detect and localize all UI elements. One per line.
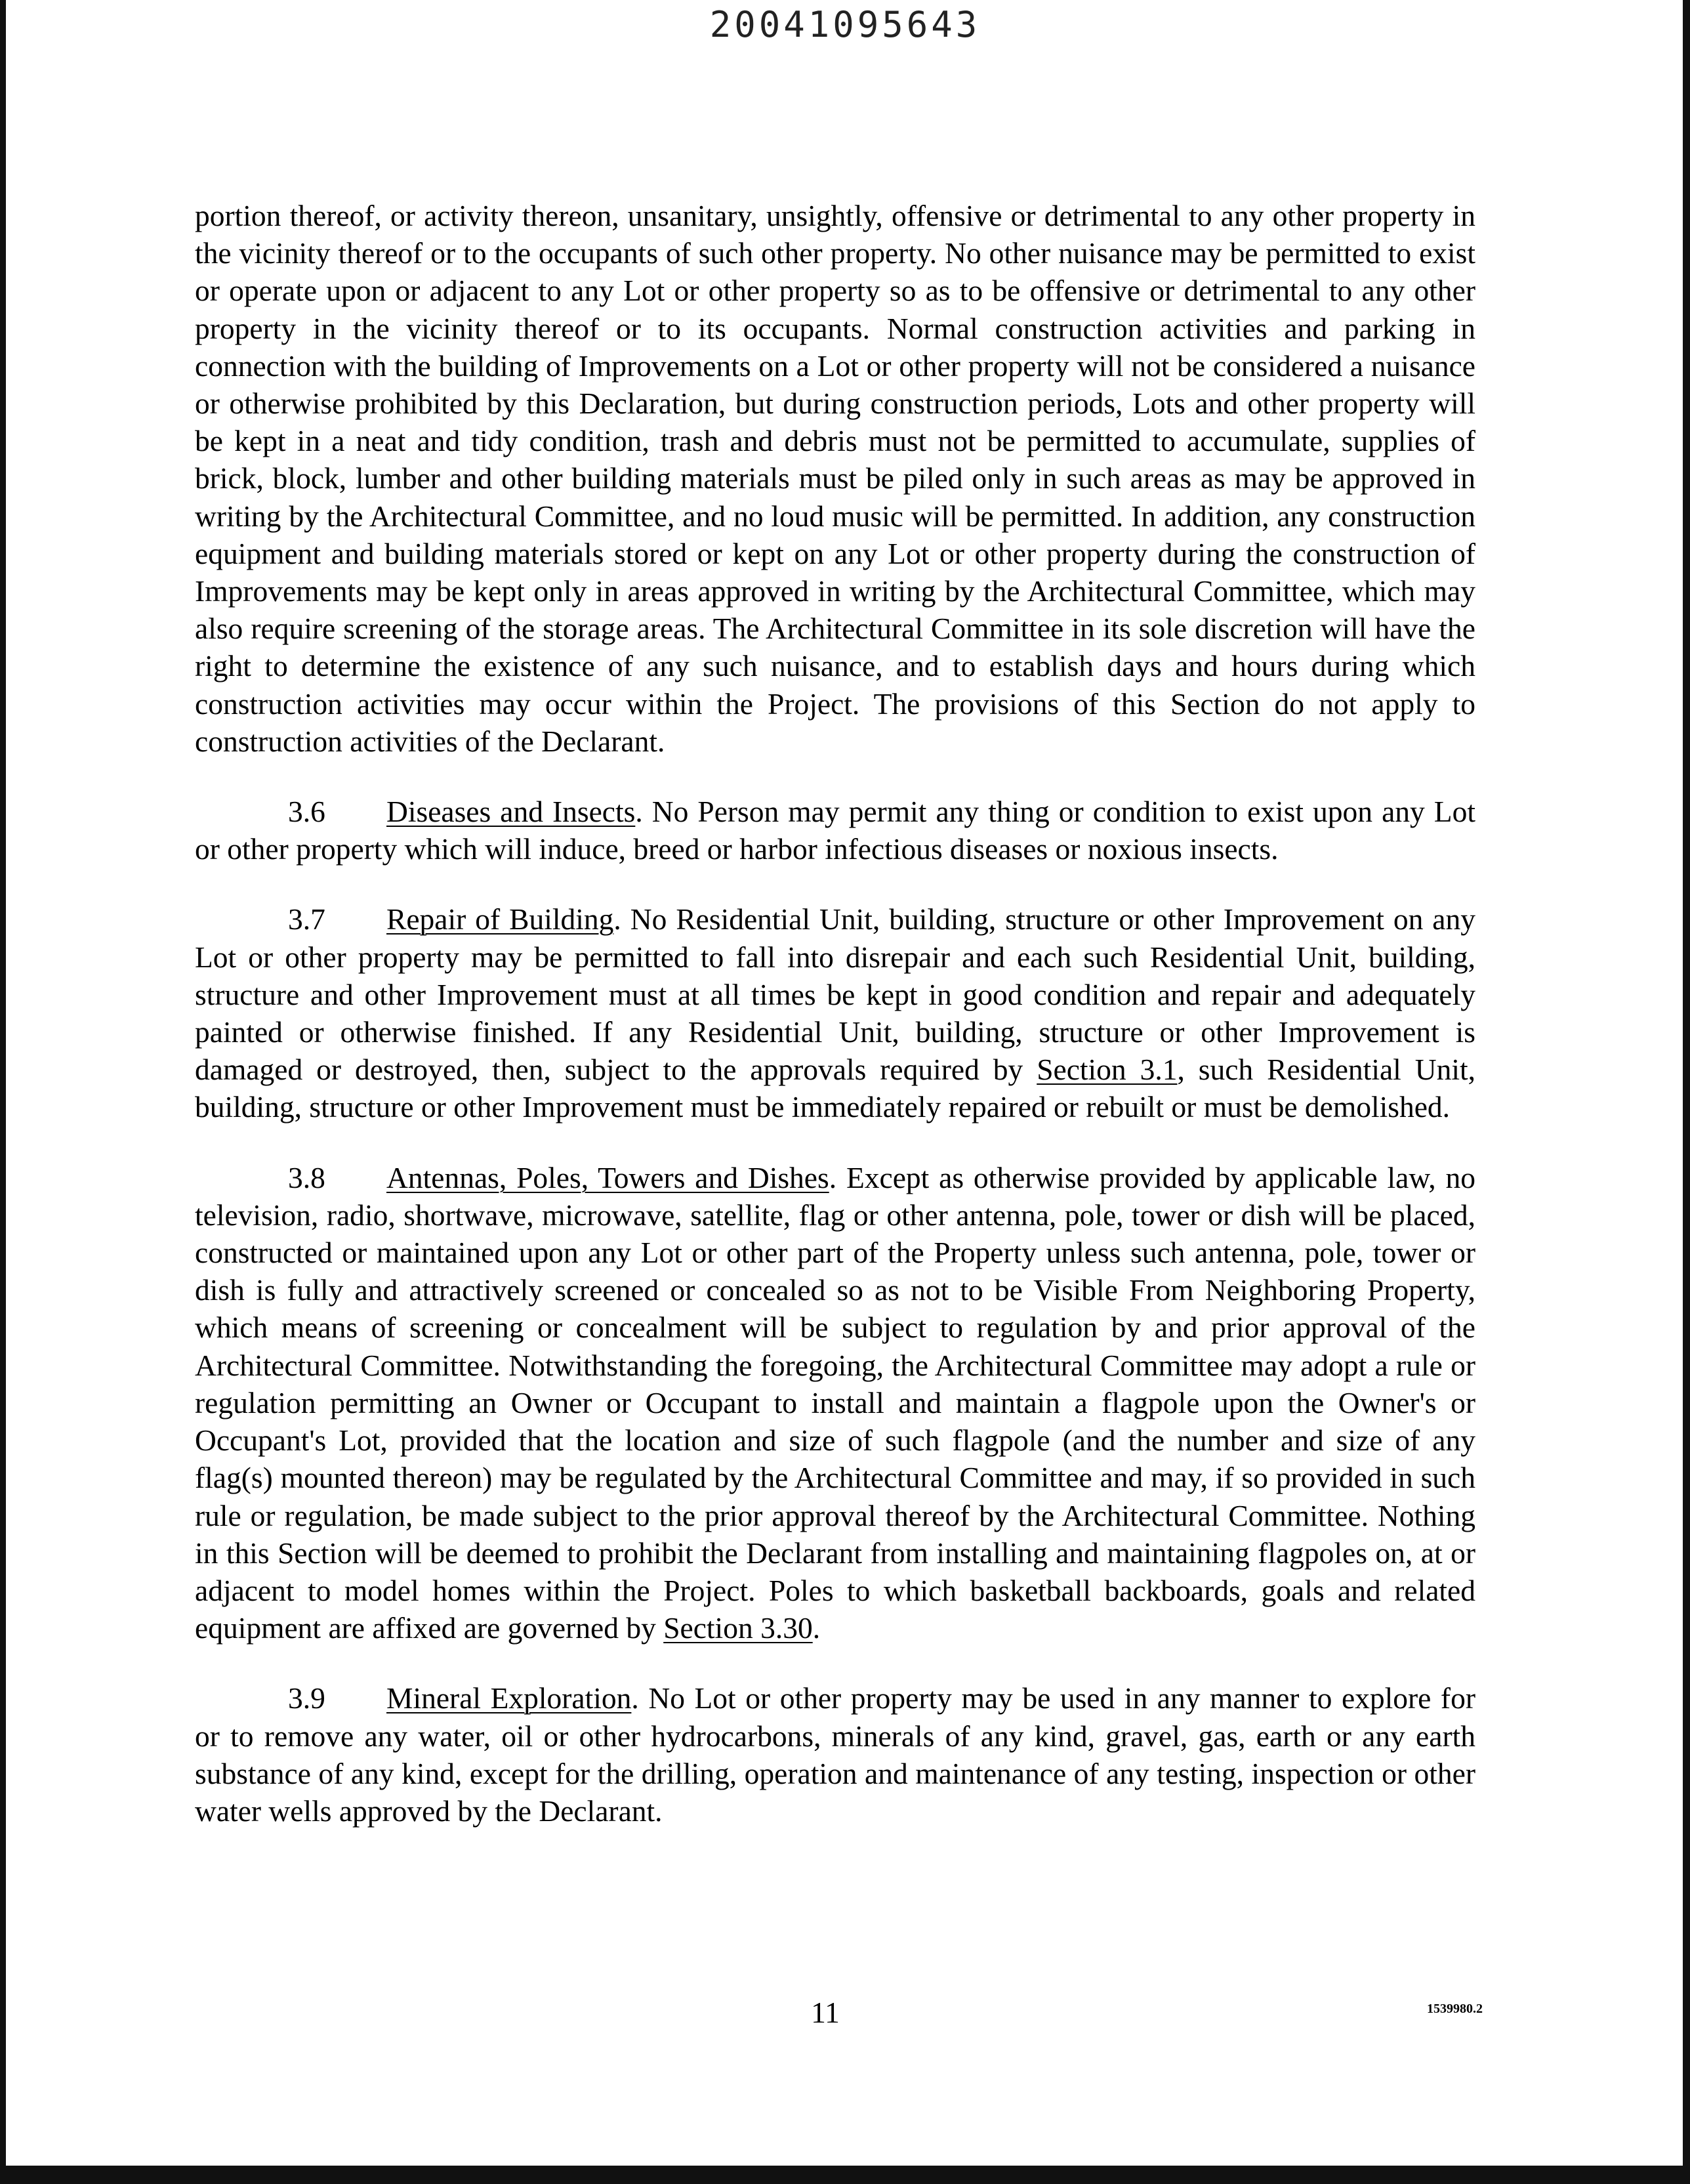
section-3-7 — [195, 900, 1475, 1125]
section-3-9 — [195, 1679, 1475, 1830]
section-text: . Except as otherwise provided by applicable law, no television, radio, shortwave, microwave, satellite, flag or other antenna, pole, tower or dish will be placed, constructed or maintained upon any Lot or other part of the Property unless such antenna, pole, tower or dish is fully and attractively screened or concealed so as not to be Visible From Neighboring Property, which means of screening or concealment will be subject to regulation by and prior approval of the Architectural Committee. Notwithstanding the foregoing, the Architectural Committee may adopt a rule or regulation permitting an Owner or Occupant to install and maintain a flagpole upon the Owner's or Occupant's Lot, provided that the location and size of such flagpole (and the number and size of any flag(s) mounted thereon) may be regulated by the Architectural Committee and may, if so provided in such rule or regulation, be made subject to the prior approval thereof by the Architectural Committee. Nothing in this Section will be deemed to prohibit the Declarant from installing and maintaining flagpoles on, at or adjacent to model homes within the Project. Poles to which basketball backboards, goals and related equipment are affixed are governed by — [195, 1160, 1475, 1645]
section-text: . No Lot or other property may be used in any manner to explore for or to remove any water, oil or other hydrocarbons, minerals of any kind, gravel, gas, earth or any earth substance of any kind, except for the drilling, operation and maintenance of any testing, inspection or other water wells approved by the Declarant. — [195, 1681, 1475, 1828]
section-reference: Section 3.1 — [1037, 1053, 1178, 1087]
document-id: 1539980.2 — [1427, 2002, 1483, 2016]
document-body — [195, 197, 1475, 1830]
section-reference: Section 3.30 — [663, 1611, 813, 1645]
page-number: 11 — [811, 1996, 840, 2029]
section-text: . No Person may permit any thing or condition to exist upon any Lot or other property which will induce, breed or harbor infectious diseases or noxious insects. — [195, 795, 1475, 866]
section-text-end: , such Residential Unit, building, structure or other Improvement must be immediately repaired or rebuilt or must be demolished. — [195, 1053, 1475, 1124]
scan-edge-left — [0, 0, 6, 2184]
continuation-paragraph: portion thereof, or activity thereon, unsanitary, unsightly, offensive or detrimental to any other property in the vicinity thereof or to the occupants of such other property. No other nuisance may be permitted to exist or operate upon or adjacent to any Lot or other property so as to be offensive or detrimental to any other property in the vicinity thereof or to its occupants. Normal construction activities and parking in connection with the building of Improvements on a Lot or other property will not be considered a nuisance or otherwise prohibited by this Declaration, but during construction periods, Lots and other property will be kept in a neat and tidy condition, trash and debris must not be permitted to accumulate, supplies of brick, block, lumber and other building materials must be piled only in such areas as may be approved in writing by the Architectural Committee, and no loud music will be permitted. In addition, any construction equipment and building materials stored or kept on any Lot or other property during the construction of Improvements may be kept only in areas approved in writing by the Architectural Committee, which may also require screening of the storage areas. The Architectural Committee in its sole discretion will have the right to determine the existence of any such nuisance, and to establish days and hours during which construction activities may occur within the Project. The provisions of this Section do not apply to construction activities of the Declarant. — [195, 199, 1475, 758]
scan-edge-right — [1683, 0, 1690, 2184]
section-title: Repair of Building — [386, 902, 614, 936]
section-3-8 — [195, 1159, 1475, 1647]
section-title: Mineral Exploration — [386, 1681, 632, 1715]
section-text: . No Residential Unit, building, structure or other Improvement on any Lot or other property may be permitted to fall into disrepair and each such Residential Unit, building, structure and other Improvement must at all times be kept in good condition and repair and adequately painted or otherwise finished. If any Residential Unit, building, structure or other Improvement is damaged or destroyed, then, subject to the approvals required by — [195, 902, 1475, 1087]
section-number: 3.7 — [288, 902, 325, 936]
section-text-end: . — [812, 1611, 821, 1645]
section-title: Diseases and Insects — [386, 795, 636, 829]
recording-number: 20041095643 — [709, 4, 981, 45]
section-number: 3.8 — [288, 1160, 325, 1194]
section-number: 3.6 — [288, 795, 325, 829]
section-title: Antennas, Poles, Towers and Dishes — [386, 1160, 829, 1194]
section-number: 3.9 — [288, 1681, 325, 1715]
scan-edge-bottom — [0, 2166, 1690, 2184]
section-3-6 — [195, 793, 1475, 868]
